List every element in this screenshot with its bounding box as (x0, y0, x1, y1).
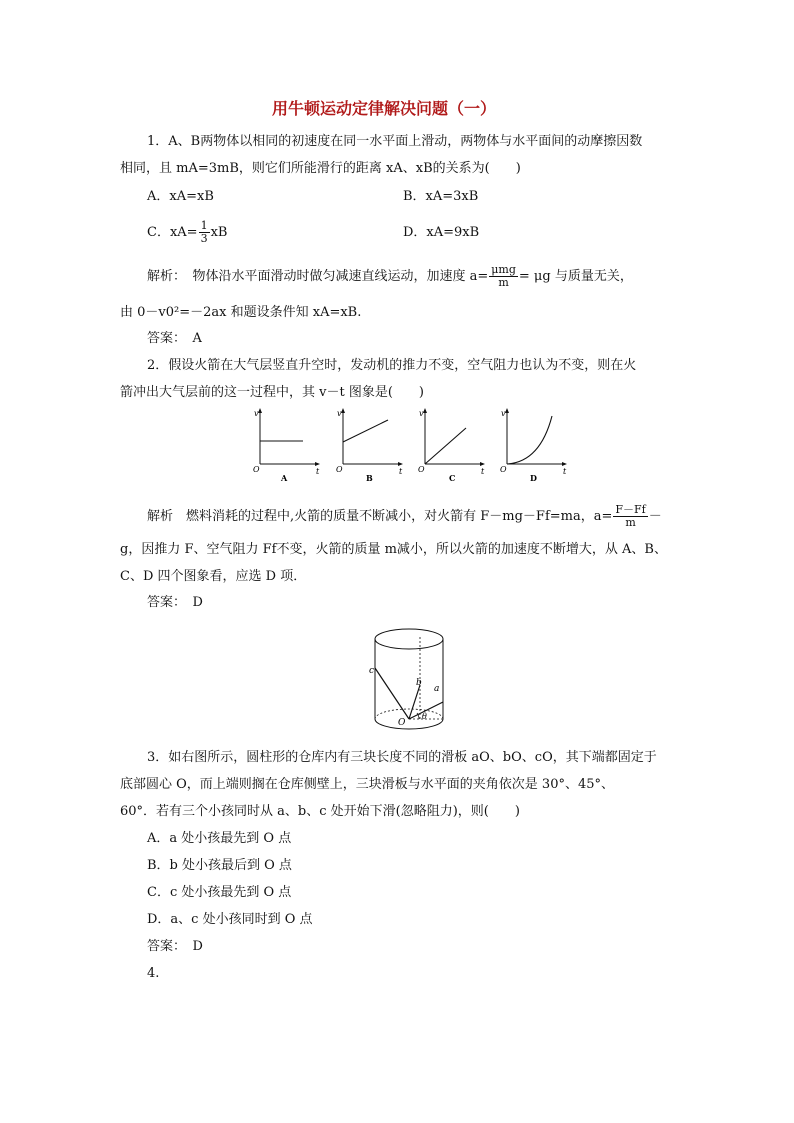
q2-analysis-fraction (613, 504, 647, 529)
q3-line3: 60°．若有三个小孩同时从 a、b、c 处开始下滑(忽略阻力)，则( ) (120, 804, 520, 819)
graph-d-axis-v: v (501, 409, 506, 418)
cylinder-label-b: b (416, 678, 422, 688)
q1-analysis-prefix: 解析： 物体沿水平面滑动时做匀减速直线运动，加速度 a= (147, 269, 489, 284)
graph-b-axis-t: t (399, 467, 403, 476)
q1-analysis-line2: 由 0－v0²=－2ax 和题设条件知 xA=xB. (120, 305, 362, 320)
q1-analysis (147, 264, 633, 289)
q2-answer: 答案： D (147, 595, 203, 610)
graph-b (336, 408, 403, 483)
q3-option-b: B．b 处小孩最后到 O 点 (147, 858, 292, 873)
q4-number: 4. (147, 966, 160, 981)
q3-answer: 答案： D (147, 939, 203, 954)
q1-option-c-numerator: 1 (200, 219, 208, 232)
graph-a (253, 408, 320, 483)
graph-b-label: B (366, 473, 373, 483)
q2-analysis-denominator: m (625, 516, 636, 529)
graph-c-label: C (449, 473, 456, 483)
graph-c-axis-v: v (419, 409, 424, 418)
q2-analysis-suffix: － (648, 509, 662, 524)
q1-analysis-denominator: m (498, 276, 509, 289)
q1-option-b: B．xA=3xB (403, 189, 479, 204)
graph-b-axis-v: v (337, 409, 342, 418)
q1-option-c (147, 220, 227, 245)
graph-d (500, 408, 567, 483)
cylinder-label-a: a (434, 684, 440, 694)
graph-c-axis-t: t (481, 467, 485, 476)
q3-line1: 3．如右图所示，圆柱形的仓库内有三块长度不同的滑板 aO、bO、cO，其下端都固定于 (147, 750, 657, 765)
graph-a-axis-t: t (316, 467, 320, 476)
q3-line2: 底部圆心 O，而上端则搁在仓库侧壁上，三块滑板与水平面的夹角依次是 30°、45°、 (120, 777, 615, 792)
q3-option-c: C．c 处小孩最先到 O 点 (147, 885, 292, 900)
q1-analysis-suffix: = μg 与质量无关， (518, 269, 633, 284)
q2-line1: 2．假设火箭在大气层竖直升空时，发动机的推力不变，空气阻力也认为不变，则在火 (147, 358, 637, 373)
q1-analysis-fraction (489, 264, 518, 289)
graph-c-origin: O (418, 465, 425, 474)
q3-option-a: A．a 处小孩最先到 O 点 (147, 831, 292, 846)
cylinder-label-theta: θ (422, 712, 427, 721)
q1-option-c-fraction (199, 220, 210, 245)
cylinder-label-c: c (369, 666, 375, 676)
q2-analysis-numerator: F－Ff (615, 503, 646, 516)
q2-line2: 箭冲出大气层前的这一过程中，其 v－t 图象是( ) (120, 385, 424, 400)
graph-b-origin: O (336, 465, 343, 474)
q1-option-c-suffix: xB (210, 225, 228, 240)
graph-d-axis-t: t (563, 467, 567, 476)
q1-option-a: A．xA=xB (147, 189, 214, 204)
q1-option-d: D．xA=9xB (403, 225, 480, 240)
cylinder-label-o: O (398, 718, 406, 728)
q2-graphs (248, 406, 578, 488)
graph-a-origin: O (253, 465, 260, 474)
graph-a-label: A (281, 473, 288, 483)
q1-answer: 答案： A (147, 331, 202, 346)
cylinder-figure (366, 623, 452, 735)
q1-analysis-numerator: μmg (491, 263, 516, 276)
q3-option-d: D．a、c 处小孩同时到 O 点 (147, 912, 313, 927)
q1-option-c-prefix: C．xA= (147, 225, 198, 240)
graph-a-axis-v: v (254, 409, 259, 418)
graph-d-label: D (530, 473, 537, 483)
q1-line1: 1．A、B两物体以相同的初速度在同一水平面上滑动，两物体与水平面间的动摩擦因数 (147, 134, 643, 149)
page-title: 用牛顿运动定律解决问题（一） (272, 99, 497, 118)
q2-analysis-prefix: 解析 燃料消耗的过程中,火箭的质量不断减小，对火箭有 F－mg－Ff=ma，a= (147, 509, 613, 524)
graph-d-origin: O (500, 465, 507, 474)
q1-line2: 相同，且 mA=3mB，则它们所能滑行的距离 xA、xB的关系为( ) (120, 161, 521, 176)
graph-c (418, 408, 485, 483)
q1-option-c-denominator: 3 (200, 232, 208, 245)
q2-analysis (147, 504, 662, 529)
q2-analysis-line2: g，因推力 F、空气阻力 Ff不变，火箭的质量 m减小，所以火箭的加速度不断增大，从 A、B、 (120, 542, 667, 557)
q2-analysis-line3: C、D 四个图象看，应选 D 项． (120, 569, 307, 584)
